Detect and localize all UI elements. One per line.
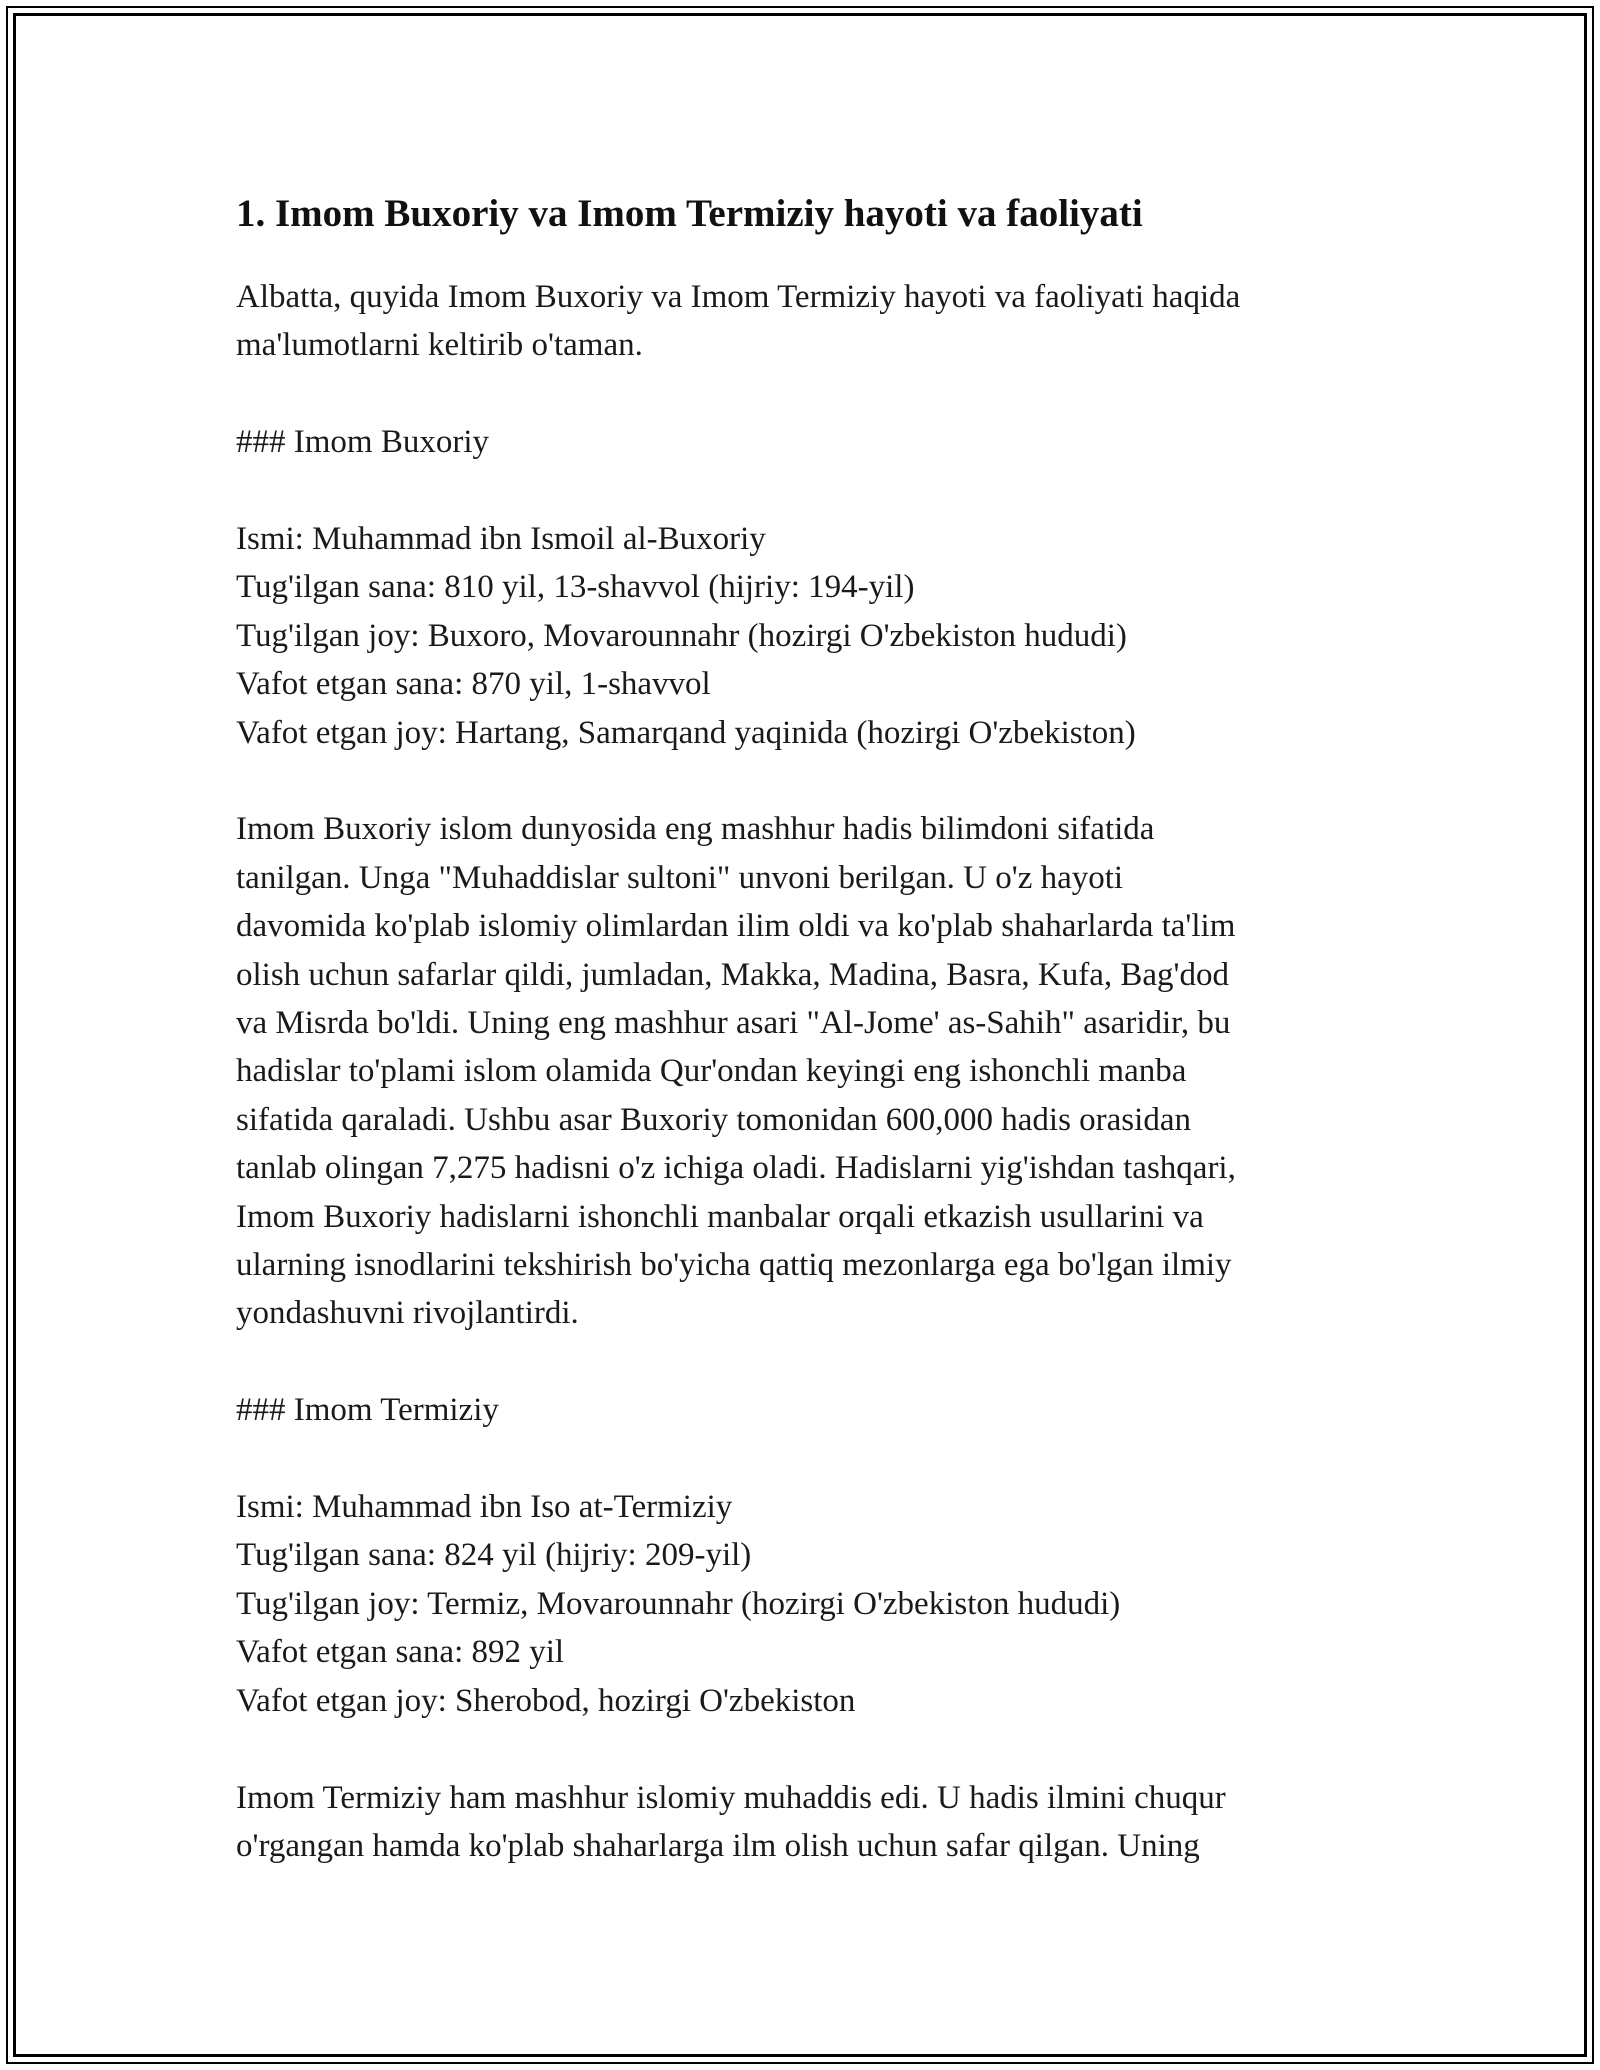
facts-list-termiziy [236,1483,1406,1725]
text-line: sifatida qaraladi. Ushbu asar Buxoriy tomonidan 600,000 hadis orasidan [236,1101,1191,1138]
fact-death-place: Vafot etgan joy: Sherobod, hozirgi O'zbekiston [236,1682,856,1719]
text-line: Albatta, quyida Imom Buxoriy va Imom Termiziy hayoti va faoliyati haqida [236,279,1241,315]
text-line: o'rgangan hamda ko'plab shaharlarga ilm olish uchun safar qilgan. Uning [236,1827,1200,1864]
text-line: tanilgan. Unga "Muhaddislar sultoni" unvoni berilgan. U o'z hayoti [236,859,1124,896]
text-line: va Misrda bo'ldi. Uning eng mashhur asari "Al-Jome' as-Sahih" asaridir, bu [236,1005,1231,1042]
body-paragraph-termiziy [236,1774,1406,1871]
text-line: davomida ko'plab islomiy olimlardan ilim oldi va ko'plab shaharlarda ta'lim [236,908,1236,945]
section-heading-text: ### Imom Buxoriy [236,424,489,461]
text-line: tanlab olingan 7,275 hadisni o'z ichiga oladi. Hadislarni yig'ishdan tashqari, [236,1150,1236,1187]
section-heading-buxoriy [236,418,1406,466]
fact-birth-date: Tug'ilgan sana: 810 yil, 13-shavvol (hijriy: 194-yil) [236,569,915,606]
section-heading-termiziy [236,1386,1406,1434]
section-heading-text: ### Imom Termiziy [236,1392,499,1429]
document-title: 1. Imom Buxoriy va Imom Termiziy hayoti va faoliyati [236,192,1143,235]
fact-name: Ismi: Muhammad ibn Ismoil al-Buxoriy [236,521,766,557]
text-line: Imom Termiziy ham mashhur islomiy muhaddis edi. U hadis ilmini chuqur [236,1779,1226,1816]
fact-death-place: Vafot etgan joy: Hartang, Samarqand yaqinida (hozirgi O'zbekiston) [236,714,1136,751]
fact-name: Ismi: Muhammad ibn Iso at-Termiziy [236,1489,733,1526]
text-line: Imom Buxoriy hadislarni ishonchli manbalar orqali etkazish usullarini va [236,1198,1204,1235]
intro-paragraph [236,273,1406,370]
fact-birth-date: Tug'ilgan sana: 824 yil (hijriy: 209-yil) [236,1537,752,1574]
fact-birth-place: Tug'ilgan joy: Termiz, Movarounnahr (hozirgi O'zbekiston hududi) [236,1585,1121,1622]
text-line: hadislar to'plami islom olamida Qur'ondan keyingi eng ishonchli manba [236,1053,1187,1090]
text-line: ularning isnodlarini tekshirish bo'yicha qattiq mezonlarga ega bo'lgan ilmiy [236,1247,1232,1284]
text-line: ma'lumotlarni keltirib o'taman. [236,327,643,364]
body-paragraph-buxoriy [236,805,1406,1337]
fact-death-date: Vafot etgan sana: 892 yil [236,1634,565,1671]
text-line: Imom Buxoriy islom dunyosida eng mashhur hadis bilimdoni sifatida [236,811,1155,848]
fact-birth-place: Tug'ilgan joy: Buxoro, Movarounnahr (hozirgi O'zbekiston hududi) [236,617,1127,654]
facts-list-buxoriy [236,515,1406,757]
text-line: olish uchun safarlar qildi, jumladan, Makka, Madina, Basra, Kufa, Bag'dod [236,956,1229,993]
document-body [236,182,1406,1870]
text-line: yondashuvni rivojlantirdi. [236,1295,579,1332]
fact-death-date: Vafot etgan sana: 870 yil, 1-shavvol [236,666,711,703]
